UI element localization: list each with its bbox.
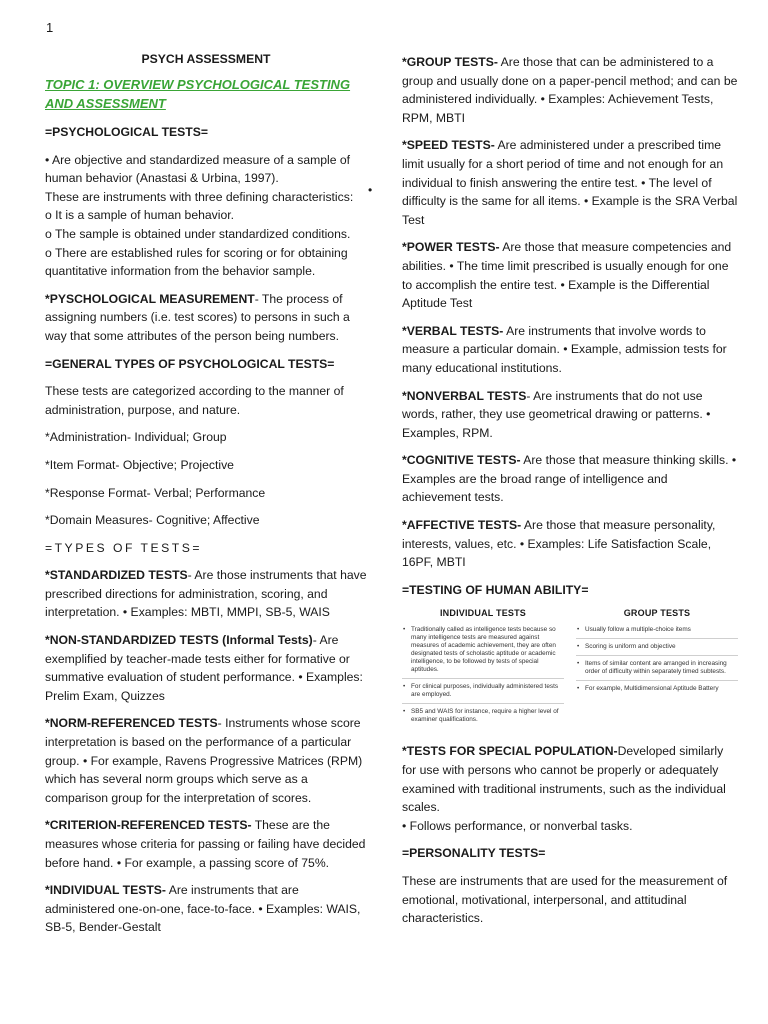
cognitive-tests-paragraph <box>402 451 738 507</box>
power-tests-paragraph <box>402 238 738 312</box>
term: *CRITERION-REFERENCED TESTS- <box>45 818 252 833</box>
term: *GROUP TESTS- <box>402 55 498 69</box>
psych-tests-characteristics-intro: These are instruments with three defining characteristics: <box>45 189 354 204</box>
term: *NORM-REFERENCED TESTS <box>45 716 218 731</box>
definition: These are the measures whose criteria for passing or failing have decided before hand. • For example, a passing score of 75%. <box>45 818 366 870</box>
document-title: PSYCH ASSESSMENT <box>141 52 271 66</box>
definition: Are those that measure thinking skills. • Examples are the broad range of intelligence and achievement tests. <box>402 453 737 505</box>
definition: Are those that measure competencies and abilities. • The time limit prescribed is usually enough for one to accomplish the entire test. • Example is the Differential Aptitude Test <box>402 240 732 311</box>
term: *VERBAL TESTS- <box>402 323 504 338</box>
group-tests-paragraph <box>402 53 738 127</box>
criterion-referenced-paragraph <box>45 816 367 872</box>
column-header: INDIVIDUAL TESTS <box>439 608 527 619</box>
affective-tests-paragraph <box>402 516 738 572</box>
speed-tests-paragraph <box>402 136 738 229</box>
nonstandardized-paragraph <box>45 631 367 705</box>
list-item: • For example, Multidimensional Aptitude Battery <box>576 685 738 697</box>
left-column <box>45 52 367 946</box>
term: *AFFECTIVE TESTS- <box>402 518 522 533</box>
term: *NONVERBAL TESTS <box>402 388 527 403</box>
list-item: • For clinical purposes, individually administered tests are employed. <box>402 683 564 704</box>
administration-line: *Administration- Individual; Group <box>45 430 227 445</box>
definition: Are instruments that involve words to measure a particular domain. • Example, admission tests for many educational institutions. <box>402 323 727 375</box>
list-item: • Scoring is uniform and objective <box>576 643 738 656</box>
special-population-note: • Follows performance, or nonverbal tasks. <box>402 818 633 833</box>
definition: - Are exemplified by teacher-made tests either for formative or summative evaluation of student performance. • Examples: Prelim Exam, Quizzes <box>45 633 363 703</box>
page-number: 1 <box>46 20 54 35</box>
definition: - Are those instruments that have prescribed directions for administration, scoring, and interpretation. • Examples: MBTI, MMPI, SB-5, WAIS <box>45 568 367 620</box>
list-item: • Items of similar content are arranged in increasing order of difficulty within separately timed subtests. <box>576 660 738 681</box>
domain-measures-line: *Domain Measures- Cognitive; Affective <box>45 513 260 528</box>
response-format-line: *Response Format- Verbal; Performance <box>45 485 266 500</box>
verbal-tests-paragraph <box>402 322 738 378</box>
types-of-tests-heading: =TYPES OF TESTS= <box>45 540 202 555</box>
column-header: GROUP TESTS <box>623 608 691 619</box>
personality-tests-text: These are instruments that are used for the measurement of emotional, motivational, interpersonal, and attitudinal characteristics. <box>402 874 728 926</box>
definition: Are administered under a prescribed time limit usually for a short period of time and not enough for an individual to finish answering the entire test. • The level of difficulty is the same for all items. • Example is the SRA Verbal Test <box>402 138 738 227</box>
term: *NON-STANDARDIZED TESTS (Informal Tests) <box>45 633 313 648</box>
stray-bullet: • <box>368 183 373 197</box>
characteristic-item: o The sample is obtained under standardized conditions. <box>45 226 351 241</box>
list-item: • SB5 and WAIS for instance, require a higher level of examiner qualifications. <box>402 708 564 728</box>
term: *PYSCHOLOGICAL MEASUREMENT <box>45 291 255 306</box>
group-tests-column <box>576 608 738 732</box>
human-ability-heading: =TESTING OF HUMAN ABILITY= <box>402 582 589 597</box>
definition: - Are instruments that do not use words, rather, they use geometrical drawing or patterns. • Examples, RPM. <box>402 388 711 440</box>
special-population-paragraph <box>402 742 738 816</box>
nonverbal-tests-paragraph <box>402 387 738 443</box>
definition: - Instruments whose score interpretation is based on the performance of a particular group. • For example, Ravens Progressive Matrices (RPM) which has several norm groups which serve as a comparison group for the interpretation of scores. <box>45 716 363 805</box>
individual-tests-paragraph <box>45 881 367 937</box>
list-item: • Usually follow a multiple-choice items <box>576 626 738 639</box>
general-types-text: These tests are categorized according to the manner of administration, purpose, and nature. <box>45 384 344 417</box>
psych-tests-definition: • Are objective and standardized measure of a sample of human behavior (Anastasi & Urbina, 1997). <box>45 152 351 186</box>
definition: - The process of assigning numbers (i.e. test scores) to persons in such a way that some attributes of the person being numbers. <box>45 291 350 343</box>
measurement-paragraph <box>45 290 367 346</box>
comparison-table <box>402 608 738 732</box>
term: *TESTS FOR SPECIAL POPULATION- <box>402 744 618 759</box>
definition: Are those that can be administered to a group and usually done on a paper-pencil method; and can be administered individually. • Examples: Achievement Tests, RPM, MBTI <box>402 55 738 125</box>
right-column <box>402 53 738 937</box>
term: *POWER TESTS- <box>402 240 500 255</box>
individual-tests-column <box>402 608 564 732</box>
item-format-line: *Item Format- Objective; Projective <box>45 457 234 472</box>
term: *INDIVIDUAL TESTS- <box>45 883 166 898</box>
norm-referenced-paragraph <box>45 714 367 807</box>
definition: Are instruments that are administered one-on-one, face-to-face. • Examples: WAIS, SB-5, Bender-Gestalt <box>45 883 361 935</box>
term: *SPEED TESTS- <box>402 138 495 153</box>
term: *COGNITIVE TESTS- <box>402 453 521 468</box>
characteristic-item: o There are established rules for scoring or for obtaining quantitative information from the behavior sample. <box>45 245 348 279</box>
psych-tests-heading: =PSYCHOLOGICAL TESTS= <box>45 125 208 139</box>
characteristic-item: o It is a sample of human behavior. <box>45 208 235 223</box>
list-item: • Traditionally called as intelligence tests because so many intelligence tests are measured against measures of academic achievement, they are often designated tests of scholastic aptitude or academic intelligence, to be followed by tests of special aptitudes. <box>402 626 564 679</box>
topic-heading: TOPIC 1: OVERVIEW PSYCHOLOGICAL TESTING AND ASSESSMENT <box>45 77 351 111</box>
standardized-paragraph <box>45 566 367 622</box>
general-types-heading: =GENERAL TYPES OF PSYCHOLOGICAL TESTS= <box>45 356 335 371</box>
term: *STANDARDIZED TESTS <box>45 568 188 583</box>
definition: Are those that measure personality, interests, values, etc. • Examples: Life Satisfaction Scale, 16PF, MBTI <box>402 518 716 570</box>
personality-tests-heading: =PERSONALITY TESTS= <box>402 846 546 861</box>
definition: Developed similarly for use with persons who cannot be properly or adequately examined with traditional instruments, such as the individual scales. <box>402 744 726 815</box>
